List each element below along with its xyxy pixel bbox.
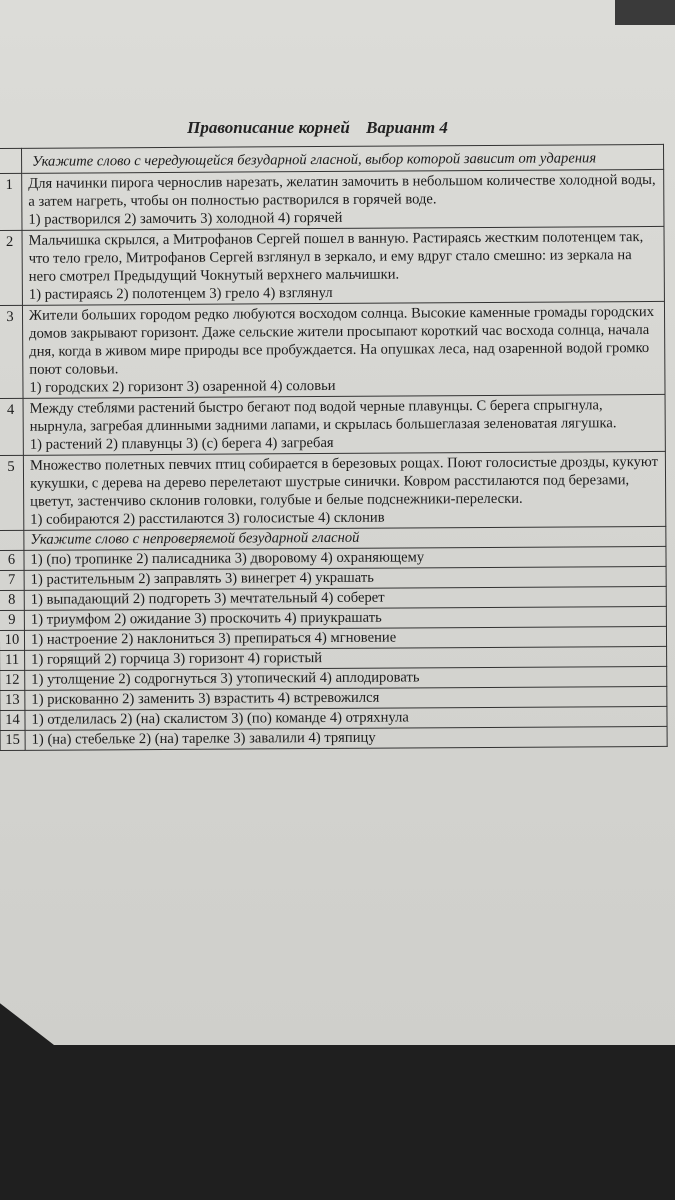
task-cell <box>23 394 665 455</box>
task-row <box>0 451 666 530</box>
task-options: 1) утолщение 2) содрогнуться 3) утопический 4) аплодировать <box>25 666 667 690</box>
task-options: 1) собираются 2) расстилаются 3) голосистые 4) склонив <box>30 509 385 528</box>
task-text: Между стеблями растений быстро бегают под водой черные плавунцы. С берега спрыгнула, нырнула, загребая длинными задними лапами, и скрылась большеглазая зеленоватая лягушка. <box>29 397 617 435</box>
task-number: 13 <box>0 690 25 710</box>
empty-num-cell <box>0 530 24 550</box>
task-options: 1) (на) стебельке 2) (на) тарелке 3) завалили 4) тряпицу <box>25 726 667 750</box>
task-options: 1) (по) тропинке 2) палисадника 3) дворовому 4) охраняющему <box>24 546 666 570</box>
task-number: 2 <box>0 230 22 305</box>
task-row <box>0 169 664 230</box>
task-number: 8 <box>0 590 24 610</box>
task-options: 1) городских 2) горизонт 3) озаренной 4) соловьи <box>29 377 336 396</box>
task-cell <box>22 169 664 230</box>
section1-header: Укажите слово с чередующейся безударной гласной, выбор которой зависит от ударения <box>22 144 664 173</box>
task-number: 14 <box>0 710 25 730</box>
task-options: 1) растираясь 2) полотенцем 3) грело 4) взглянул <box>28 284 333 303</box>
task-options: 1) отделилась 2) (на) скалистом 3) (по) команде 4) отряхнула <box>25 706 667 730</box>
page-title <box>0 118 655 138</box>
title-main: Правописание корней <box>187 118 350 137</box>
task-number: 7 <box>0 570 24 590</box>
task-number: 11 <box>0 650 25 670</box>
task-number: 4 <box>0 398 23 455</box>
task-options: 1) выпадающий 2) подгореть 3) мечтательный 4) соберет <box>24 586 666 610</box>
task-text: Для начинки пирога чернослив нарезать, желатин замочить в небольшом количестве холодной воды, а затем нагреть, чтобы он полностью растворился в горячей воде. <box>28 171 656 210</box>
background-shadow <box>615 0 675 25</box>
task-options: 1) триумфом 2) ожидание 3) проскочить 4) приукрашать <box>24 606 666 630</box>
task-row <box>0 301 665 398</box>
task-number: 15 <box>0 730 25 750</box>
task-number: 5 <box>0 455 24 530</box>
task-row <box>0 726 667 750</box>
task-text: Множество полетных певчих птиц собирается в березовых рощах. Поют голосистые дрозды, кукуют кукушки, с дерева на дерево перелетают шустрые синички. Ковром расстилаются под березами, цветут, застенчиво склонив головки, голубые и белые подснежники-перелески. <box>29 453 658 510</box>
task-cell <box>22 301 665 398</box>
task-options: 1) рискованно 2) заменить 3) взрастить 4) встревожился <box>25 686 667 710</box>
task-number: 6 <box>0 550 24 570</box>
task-number: 9 <box>0 610 24 630</box>
task-number: 3 <box>0 305 23 398</box>
task-options: 1) настроение 2) наклониться 3) препираться 4) мгновение <box>24 626 666 650</box>
task-options: 1) растворился 2) замочить 3) холодной 4) горячей <box>28 209 343 228</box>
task-text: Жители больших городом редко любуются восходом солнца. Высокие каменные громады городских домов закрывают горизонт. Даже сельские жители просыпают короткий час восхода солнца, начала дня, когда в живом мире природы все пробуждается. На опушках леса, над озаренной водой громко поют соловьи. <box>28 303 655 378</box>
tasks-table <box>0 144 668 751</box>
task-number: 10 <box>0 630 25 650</box>
title-variant: Вариант 4 <box>366 118 448 137</box>
task-number: 12 <box>0 670 25 690</box>
task-number: 1 <box>0 173 22 230</box>
empty-num-cell <box>0 148 22 173</box>
task-text: Мальчишка скрылся, а Митрофанов Сергей пошел в ванную. Растираясь жестким полотенцем так, что тело грело, Митрофанов Сергей взглянул в зеркало, и ему вдруг стало смешно: из зеркала на него смотрел Предыдущий Чокнутый верхнего мальчишки. <box>28 229 644 285</box>
task-cell <box>23 451 665 530</box>
task-options: 1) растений 2) плавунцы 3) (с) берега 4) загребая <box>29 434 334 453</box>
task-options: 1) горящий 2) горчица 3) горизонт 4) гористый <box>25 646 667 670</box>
task-row <box>0 394 665 455</box>
task-cell <box>22 226 664 305</box>
task-options: 1) растительным 2) заправлять 3) винегрет 4) украшать <box>24 566 666 590</box>
task-row <box>0 226 664 305</box>
section2-header: Укажите слово с непроверяемой безударной гласной <box>24 526 666 550</box>
